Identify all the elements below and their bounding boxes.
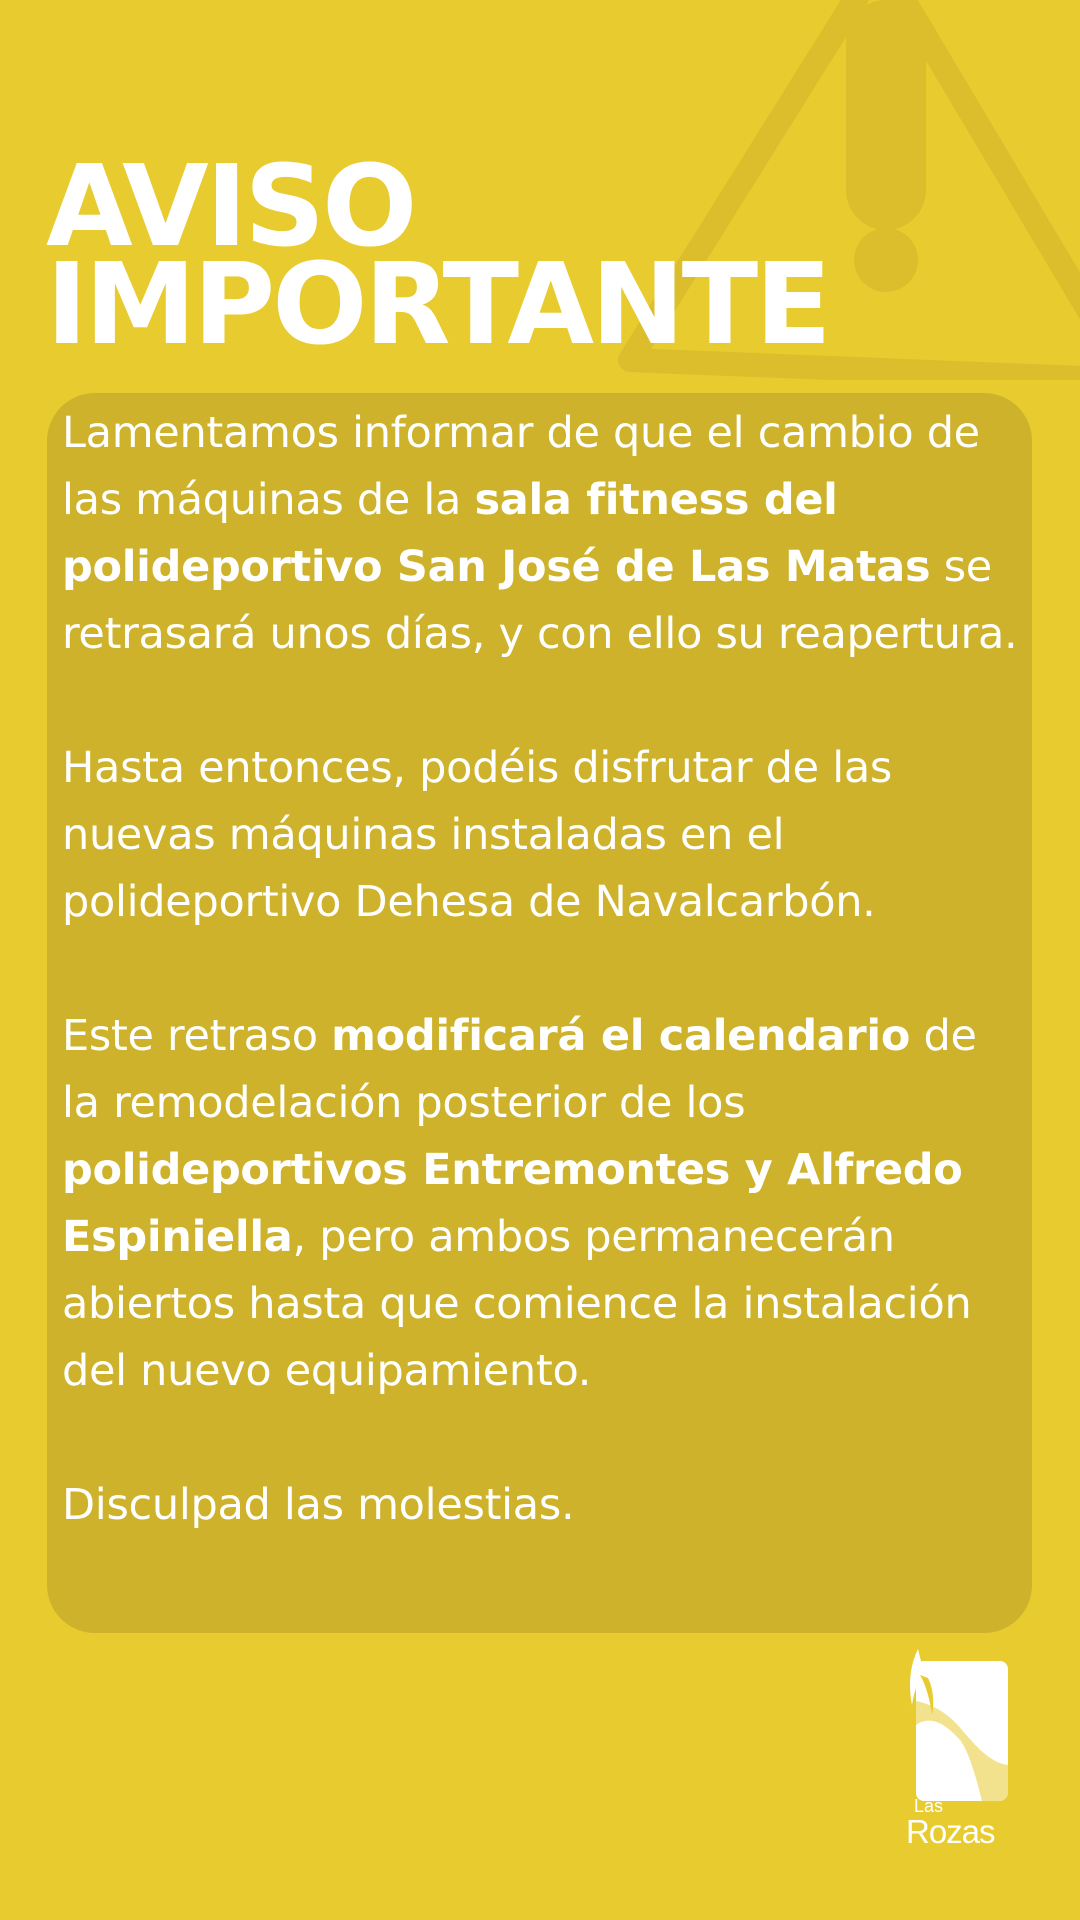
paragraph-apology [62,1472,1022,1539]
logo-text-rozas: Rozas [906,1813,995,1850]
paragraph-calendar-text-2: de la remodelación posterior de los [62,1011,977,1128]
paragraph-delay [62,400,1022,668]
paragraph-calendar-bold-1: modificará el calendario [331,1011,911,1061]
logo-text-las: Las [914,1796,944,1816]
paragraph-delay-text-2: se retrasará unos días, y con ello su reapertura. [62,542,1018,659]
paragraph-calendar-bold-2: polideportivos Entremontes y Alfredo Espiniella [62,1145,963,1262]
paragraph-calendar [62,1003,1022,1405]
paragraph-alternative [62,735,1022,936]
paragraph-calendar-text-3: , pero ambos permanecerán abiertos hasta que comience la instalación del nuevo equipamiento. [62,1212,972,1396]
paragraph-apology-text: Disculpad las molestias. [62,1480,575,1530]
title-line-1: AVISO [46,142,415,272]
paragraph-alternative-text: Hasta entonces, podéis disfrutar de las nuevas máquinas instaladas en el polideportivo Dehesa de Navalcarbón. [62,743,892,927]
notice-body [62,400,1022,1539]
paragraph-delay-text-1: Lamentamos informar de que el cambio de las máquinas de la [62,408,980,525]
title-line-2: IMPORTANTE [46,240,829,370]
paragraph-calendar-text-1: Este retraso [62,1011,332,1061]
page-title [46,142,829,370]
paragraph-delay-bold: sala fitness del polideportivo San José de Las Matas [62,475,931,592]
